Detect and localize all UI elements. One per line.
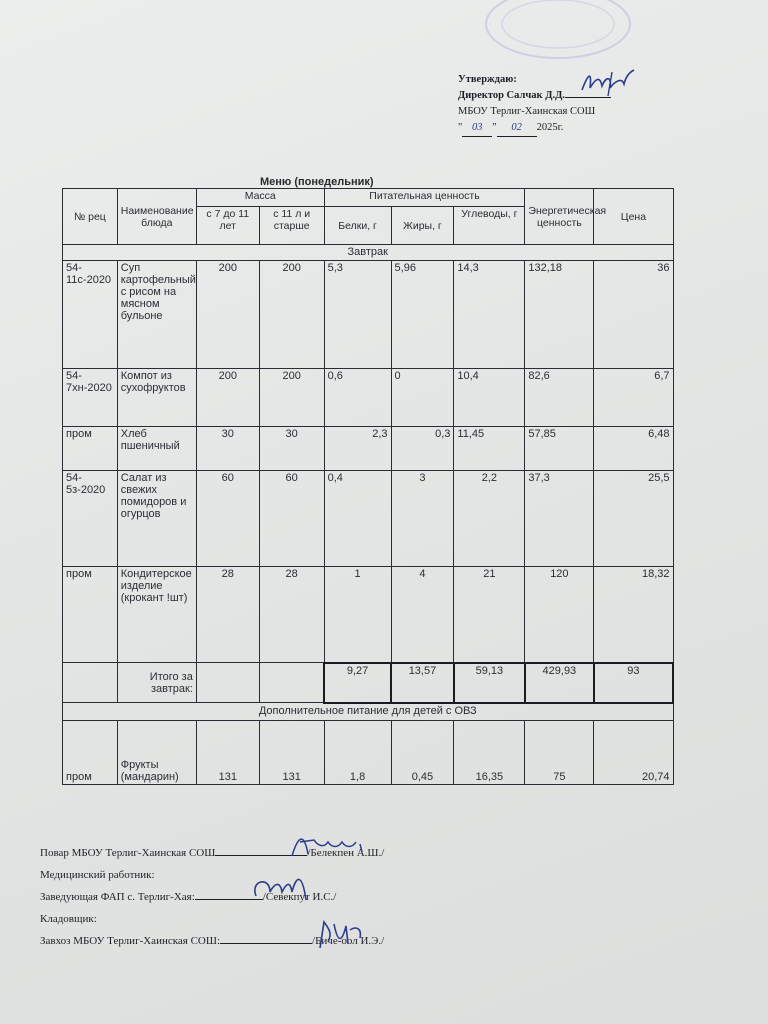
total-row (63, 663, 674, 703)
table-row (63, 721, 674, 785)
cell-proteins: 0,6 (324, 369, 391, 427)
cell-proteins: 2,3 (324, 427, 391, 471)
cell-energy: 132,18 (525, 261, 594, 369)
total-label: Итого за завтрак: (117, 663, 196, 703)
date-month: 02 (497, 120, 537, 137)
cell-price: 25,5 (594, 471, 673, 567)
table-row (63, 471, 674, 567)
cell-recipe: 54-7хн-2020 (63, 369, 118, 427)
cell-recipe: пром (63, 721, 118, 785)
storekeeper-line: Кладовщик: (40, 913, 97, 925)
menu-table (62, 188, 674, 785)
cell-proteins: 0,4 (324, 471, 391, 567)
cell-energy: 82,6 (525, 369, 594, 427)
total-empty (196, 663, 259, 703)
cell-carbs: 11,45 (454, 427, 525, 471)
medic-line: Медицинский работник: (40, 869, 155, 881)
cell-fats: 0,3 (391, 427, 454, 471)
total-empty (259, 663, 324, 703)
cell-fats: 0,45 (391, 721, 454, 785)
header-dish: Наименование блюда (117, 189, 196, 245)
cook-signature (288, 826, 378, 862)
cell-energy: 120 (525, 567, 594, 663)
table-row (63, 567, 674, 663)
header-fats: Жиры, г (391, 207, 454, 245)
cell-proteins: 1 (324, 567, 391, 663)
header-mass: Масса (196, 189, 324, 207)
cell-mass-11-plus: 200 (259, 369, 324, 427)
header-proteins: Белки, г (324, 207, 391, 245)
menu-title: Меню (понедельник) (260, 176, 374, 188)
cell-fats: 3 (391, 471, 454, 567)
cell-energy: 57,85 (525, 427, 594, 471)
header-mass-11-plus: с 11 л и старше (259, 207, 324, 245)
table-row (63, 261, 674, 369)
cell-mass-11-plus: 30 (259, 427, 324, 471)
cell-dish: Суп картофельный с рисом на мясном бульоне (117, 261, 196, 369)
cell-mass-7-11: 28 (196, 567, 259, 663)
cell-carbs: 21 (454, 567, 525, 663)
table-row (63, 369, 674, 427)
header-nutrition: Питательная ценность (324, 189, 525, 207)
total-empty (63, 663, 118, 703)
school-line: МБОУ Терлиг-Хаинская СОШ (458, 106, 596, 117)
total-price: 93 (594, 663, 673, 703)
cell-price: 20,74 (594, 721, 673, 785)
cell-carbs: 2,2 (454, 471, 525, 567)
cell-dish: Салат из свежих помидоров и огурцов (117, 471, 196, 567)
director-line: Директор Салчак Д.Д. (458, 88, 611, 104)
cell-mass-11-plus: 60 (259, 471, 324, 567)
cell-recipe: пром (63, 567, 118, 663)
cell-proteins: 5,3 (324, 261, 391, 369)
cell-dish: Фрукты (мандарин) (117, 721, 196, 785)
cell-recipe: пром (63, 427, 118, 471)
cell-mass-7-11: 200 (196, 261, 259, 369)
supply-line: Завхоз МБОУ Терлиг-Хаинская СОШ: /Биче-оол И.Э./ (40, 935, 385, 947)
cell-mass-7-11: 200 (196, 369, 259, 427)
breakfast-label: Завтрак (63, 245, 674, 261)
header-row-1 (63, 189, 674, 207)
fap-signature (250, 866, 320, 906)
cell-recipe: 54-11с-2020 (63, 261, 118, 369)
cell-dish: Компот из сухофруктов (117, 369, 196, 427)
cell-mass-7-11: 30 (196, 427, 259, 471)
total-proteins: 9,27 (324, 663, 391, 703)
cell-carbs: 10,4 (454, 369, 525, 427)
cell-price: 36 (594, 261, 673, 369)
extra-label: Дополнительное питание для детей с ОВЗ (63, 703, 674, 721)
cell-mass-11-plus: 28 (259, 567, 324, 663)
cell-mass-7-11: 131 (196, 721, 259, 785)
cell-proteins: 1,8 (324, 721, 391, 785)
approval-date: " 03 " 02 2025г. (458, 120, 611, 137)
director-signature (578, 66, 638, 100)
cell-dish: Хлеб пшеничный (117, 427, 196, 471)
cell-dish: Кондитерское изделие (крокант !шт) (117, 567, 196, 663)
cell-price: 6,48 (594, 427, 673, 471)
stamp-mark (478, 0, 638, 64)
cook-line: Повар МБОУ Терлиг-Хаинская СОШ /Белекпен А.Ш./ (40, 847, 385, 859)
header-energy: Энергетическая ценность (525, 189, 594, 245)
cell-carbs: 16,35 (454, 721, 525, 785)
cell-recipe: 54-5з-2020 (63, 471, 118, 567)
cell-energy: 75 (525, 721, 594, 785)
total-fats: 13,57 (391, 663, 454, 703)
supply-signature (312, 914, 372, 954)
cell-fats: 0 (391, 369, 454, 427)
cell-price: 18,32 (594, 567, 673, 663)
total-energy: 429,93 (525, 663, 594, 703)
header-recipe: № рец (63, 189, 118, 245)
breakfast-section-row (63, 245, 674, 261)
table-row (63, 427, 674, 471)
cell-mass-7-11: 60 (196, 471, 259, 567)
cell-energy: 37,3 (525, 471, 594, 567)
extra-section-row (63, 703, 674, 721)
header-mass-7-11: с 7 до 11 лет (196, 207, 259, 245)
cell-carbs: 14,3 (454, 261, 525, 369)
total-carbs: 59,13 (454, 663, 525, 703)
date-day: 03 (462, 120, 492, 137)
cell-price: 6,7 (594, 369, 673, 427)
cell-fats: 4 (391, 567, 454, 663)
header-price: Цена (594, 189, 673, 245)
cell-mass-11-plus: 131 (259, 721, 324, 785)
cell-fats: 5,96 (391, 261, 454, 369)
header-carbs: Углеводы, г (454, 207, 525, 245)
approval-heading: Утверждаю: (458, 74, 517, 85)
cell-mass-11-plus: 200 (259, 261, 324, 369)
fap-line: Заведующая ФАП с. Терлиг-Хая: /Севекпут И.С./ (40, 891, 337, 903)
